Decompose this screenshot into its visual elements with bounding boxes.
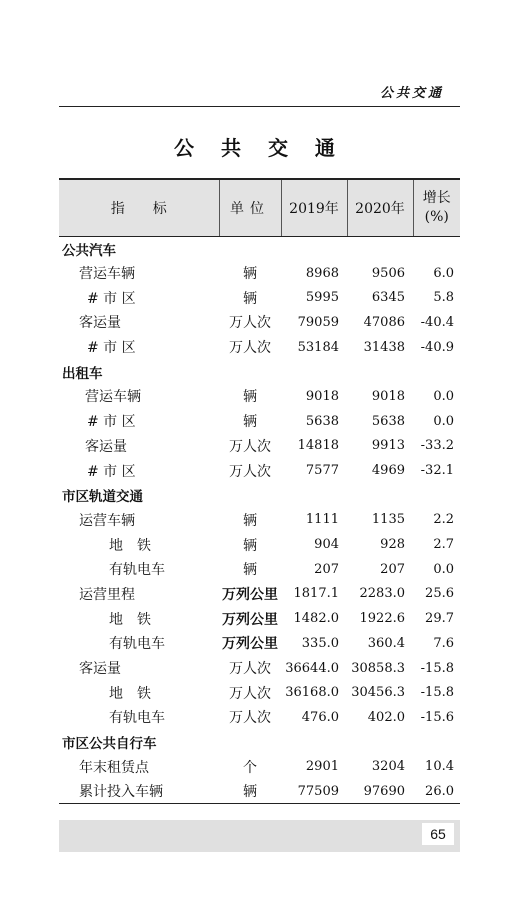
row-label: # 市 区 bbox=[87, 340, 136, 357]
section-row bbox=[59, 359, 460, 384]
row-value-2019: 8968 bbox=[305, 265, 339, 281]
row-label: 客运量 bbox=[85, 438, 127, 455]
row-unit: 万列公里 bbox=[222, 611, 278, 628]
table-row bbox=[59, 680, 460, 705]
row-growth: 26.0 bbox=[413, 779, 460, 804]
page-title: 公 共 交 通 bbox=[174, 136, 345, 160]
row-value-2020: 6345 bbox=[371, 290, 405, 306]
row-value-2019: 207 bbox=[314, 561, 339, 577]
header-2020: 2020年 bbox=[347, 179, 413, 236]
row-value-2019: 9018 bbox=[305, 388, 339, 404]
row-unit: 辆 bbox=[243, 266, 257, 283]
row-value-2019: 5638 bbox=[305, 413, 339, 429]
row-label: 客运量 bbox=[79, 315, 121, 332]
table-row bbox=[59, 582, 460, 607]
row-value-2020: 402.0 bbox=[367, 709, 405, 725]
row-growth: -15.6 bbox=[420, 709, 454, 725]
row-unit: 万列公里 bbox=[222, 636, 278, 653]
header-indicator: 指标 bbox=[59, 179, 219, 236]
table-row bbox=[59, 261, 460, 286]
table-row bbox=[59, 508, 460, 533]
row-growth: -40.9 bbox=[420, 339, 454, 355]
row-value-2019: 2901 bbox=[305, 759, 339, 775]
row-label: 累计投入车辆 bbox=[59, 779, 219, 804]
table-row bbox=[59, 458, 460, 483]
row-value-2020: 31438 bbox=[363, 339, 405, 355]
row-value-2019: 1817.1 bbox=[293, 586, 339, 602]
row-label: 地铁 bbox=[109, 611, 165, 628]
row-unit: 万列公里 bbox=[222, 586, 278, 603]
header-growth bbox=[413, 179, 460, 236]
row-growth: 2.2 bbox=[433, 512, 454, 528]
row-unit: 辆 bbox=[243, 537, 257, 554]
row-growth: -32.1 bbox=[420, 463, 454, 479]
header-2019: 2019年 bbox=[281, 179, 347, 236]
row-value-2020: 30858.3 bbox=[351, 660, 405, 676]
row-growth: 10.4 bbox=[425, 759, 454, 775]
row-growth: 5.8 bbox=[433, 290, 454, 306]
table-header-row bbox=[59, 179, 460, 236]
table-row bbox=[59, 779, 460, 804]
row-value-2020: 9506 bbox=[371, 265, 405, 281]
row-unit: 辆 bbox=[243, 512, 257, 529]
header-growth-unit: (%) bbox=[424, 208, 449, 225]
row-label: 地铁 bbox=[109, 685, 165, 702]
row-value-2019: 79059 bbox=[297, 314, 339, 330]
row-label: 营运车辆 bbox=[79, 266, 135, 283]
row-unit: 辆 bbox=[243, 389, 257, 406]
row-label: 有轨电车 bbox=[109, 562, 165, 579]
row-label: 客运量 bbox=[79, 661, 121, 678]
section-row bbox=[59, 483, 460, 508]
row-value-2020: 4969 bbox=[371, 463, 405, 479]
row-value-2019: 36168.0 bbox=[285, 685, 339, 701]
row-value-2019: 335.0 bbox=[301, 635, 339, 651]
table-row bbox=[59, 409, 460, 434]
row-value-2020: 9018 bbox=[371, 388, 405, 404]
row-unit: 万人次 bbox=[229, 315, 271, 332]
row-growth: -33.2 bbox=[420, 438, 454, 454]
row-unit: 万人次 bbox=[229, 438, 271, 455]
section-row bbox=[59, 236, 460, 261]
row-label: 有轨电车 bbox=[109, 636, 165, 653]
row-growth: 0.0 bbox=[433, 561, 454, 577]
row-value-2020: 360.4 bbox=[367, 635, 405, 651]
footer-bar bbox=[59, 820, 460, 852]
row-unit: 辆 bbox=[243, 562, 257, 579]
row-value-2020: 2283.0 bbox=[359, 586, 405, 602]
row-label: # 市 区 bbox=[87, 414, 136, 431]
section-title: 市区公共自行车 bbox=[62, 736, 157, 753]
row-label: # 市 区 bbox=[87, 463, 136, 480]
row-label: 年末租赁点 bbox=[79, 759, 149, 776]
table-row bbox=[59, 754, 460, 779]
running-header-title: 公共交通 bbox=[380, 86, 445, 101]
row-growth: -15.8 bbox=[420, 685, 454, 701]
row-unit: 万人次 bbox=[229, 661, 271, 678]
section-row bbox=[59, 730, 460, 755]
section-title: 公共汽车 bbox=[62, 242, 116, 259]
table-row bbox=[59, 656, 460, 681]
row-growth: 25.6 bbox=[425, 586, 454, 602]
table-row bbox=[59, 532, 460, 557]
row-value-2020: 47086 bbox=[363, 314, 405, 330]
row-value-2020: 5638 bbox=[371, 413, 405, 429]
table-row bbox=[59, 285, 460, 310]
row-label: 营运车辆 bbox=[85, 389, 141, 406]
row-unit: 个 bbox=[243, 759, 257, 776]
row-value-2019: 53184 bbox=[297, 339, 339, 355]
row-unit: 辆 bbox=[243, 414, 257, 431]
table-row bbox=[59, 335, 460, 360]
table-row bbox=[59, 606, 460, 631]
row-unit: 辆 bbox=[243, 290, 257, 307]
row-growth: 0.0 bbox=[433, 413, 454, 429]
table-row bbox=[59, 557, 460, 582]
row-label: 地铁 bbox=[109, 537, 165, 554]
row-value-2019: 14818 bbox=[297, 438, 339, 454]
header-growth-label: 增长 bbox=[422, 189, 451, 206]
row-label: 运营车辆 bbox=[79, 512, 135, 529]
row-value-2019: 77509 bbox=[281, 779, 347, 804]
row-unit: 万人次 bbox=[229, 710, 271, 727]
row-value-2020: 928 bbox=[380, 537, 405, 553]
row-label: 有轨电车 bbox=[109, 710, 165, 727]
row-value-2020: 9913 bbox=[371, 438, 405, 454]
row-label: 运营里程 bbox=[79, 586, 135, 603]
row-value-2019: 5995 bbox=[305, 290, 339, 306]
table-row bbox=[59, 384, 460, 409]
row-label: # 市 区 bbox=[87, 290, 136, 307]
row-growth: 2.7 bbox=[433, 537, 454, 553]
row-value-2020: 3204 bbox=[371, 759, 405, 775]
row-growth: 29.7 bbox=[425, 611, 454, 627]
row-value-2019: 7577 bbox=[305, 463, 339, 479]
data-table bbox=[59, 178, 460, 804]
row-unit: 万人次 bbox=[229, 463, 271, 480]
header-rule bbox=[59, 106, 460, 107]
row-value-2020: 97690 bbox=[347, 779, 413, 804]
table-row bbox=[59, 434, 460, 459]
row-value-2019: 1482.0 bbox=[293, 611, 339, 627]
row-value-2020: 207 bbox=[380, 561, 405, 577]
table-row bbox=[59, 705, 460, 730]
row-growth: 0.0 bbox=[433, 388, 454, 404]
row-value-2020: 1922.6 bbox=[359, 611, 405, 627]
row-unit: 万人次 bbox=[229, 340, 271, 357]
section-title: 出租车 bbox=[62, 365, 103, 382]
row-unit: 万人次 bbox=[229, 685, 271, 702]
table-row bbox=[59, 631, 460, 656]
header-unit: 单位 bbox=[219, 179, 281, 236]
row-value-2019: 476.0 bbox=[301, 709, 339, 725]
row-value-2019: 904 bbox=[314, 537, 339, 553]
row-value-2020: 1135 bbox=[371, 512, 405, 528]
row-value-2020: 30456.3 bbox=[351, 685, 405, 701]
table-row bbox=[59, 310, 460, 335]
row-growth: -15.8 bbox=[420, 660, 454, 676]
row-unit: 辆 bbox=[219, 779, 281, 804]
row-growth: 6.0 bbox=[433, 265, 454, 281]
row-value-2019: 1111 bbox=[305, 512, 339, 528]
page-number: 65 bbox=[422, 823, 454, 845]
row-growth: -40.4 bbox=[420, 314, 454, 330]
section-title: 市区轨道交通 bbox=[62, 489, 143, 506]
row-value-2019: 36644.0 bbox=[285, 660, 339, 676]
row-growth: 7.6 bbox=[433, 635, 454, 651]
